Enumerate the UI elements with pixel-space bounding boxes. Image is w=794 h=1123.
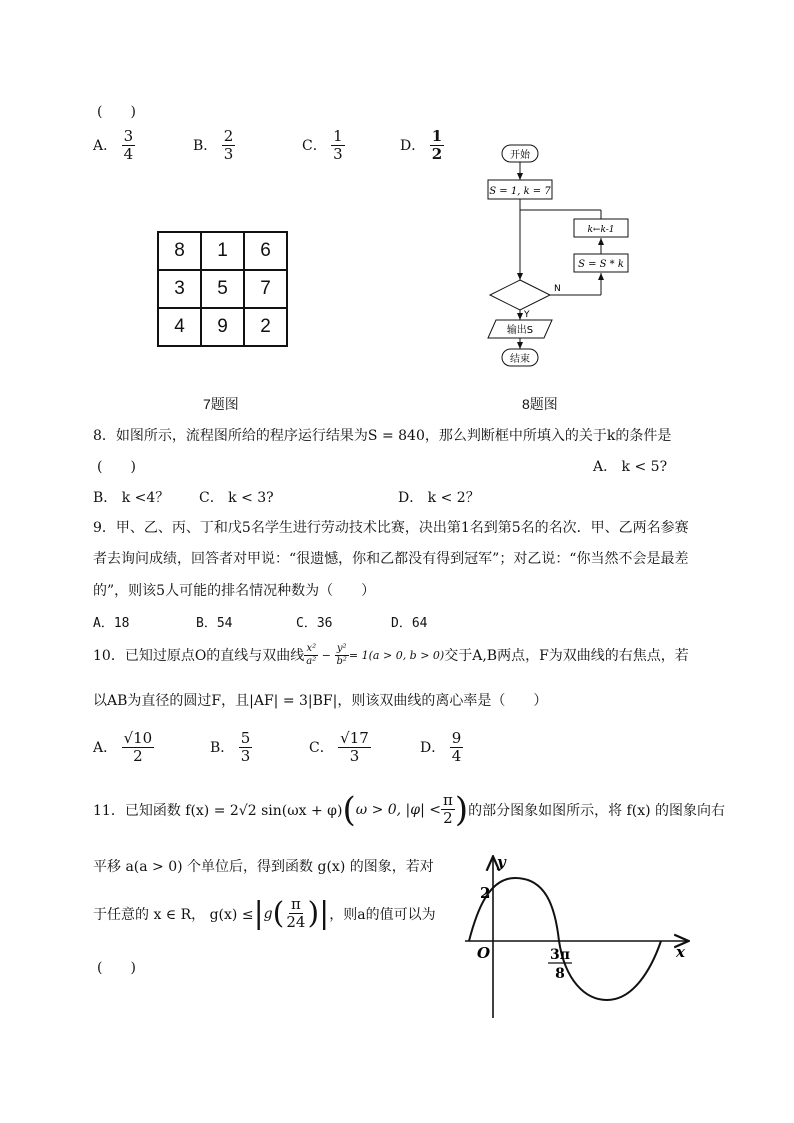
- origin-label: O: [477, 944, 491, 962]
- x-tick-denominator: 8: [555, 966, 565, 982]
- option-letter: B．: [193, 137, 218, 154]
- q7-option-d[interactable]: D． $\frac{1}{2}$: [400, 127, 443, 164]
- q9-option-b[interactable]: B．54: [196, 616, 233, 631]
- option-letter: D．: [400, 137, 426, 154]
- magic-square-grid: [157, 231, 288, 347]
- q7-blank: ( ): [97, 104, 136, 120]
- sine-graph: [455, 850, 695, 1025]
- grid-cell: 4: [158, 308, 201, 346]
- option-letter: A．: [93, 137, 118, 154]
- flow-output-label: 输出S: [506, 325, 534, 336]
- q10-option-d[interactable]: D． $\frac{9}{4}$: [420, 729, 462, 766]
- flow-no-label: N: [554, 284, 561, 294]
- q11-blank: ( ): [97, 960, 136, 976]
- y-tick-label: 2: [480, 884, 491, 902]
- flow-start-label: 开始: [510, 150, 530, 161]
- q8-option-d[interactable]: D． k < 2？: [398, 490, 480, 506]
- x-tick-numerator: 3π: [550, 947, 570, 963]
- q9-line2: 者去询问成绩，回答者对甲说：“很遗憾，你和乙都没有得到冠军”；对乙说：“你当然不会是最差: [93, 551, 689, 567]
- flow-init-label: S = 1, k = 7: [489, 186, 551, 197]
- figure7-caption: 7题图: [203, 396, 239, 412]
- grid-cell: 9: [201, 308, 244, 346]
- q11-line2: 平移 a(a > 0) 个单位后，得到函数 g(x) 的图象，若对: [93, 859, 434, 875]
- q10-option-b[interactable]: B． $\frac{5}{3}$: [210, 729, 251, 766]
- q8-option-b[interactable]: B． k <4？: [93, 490, 170, 506]
- q9-option-a[interactable]: A．18: [93, 616, 130, 631]
- option-letter: C．: [302, 137, 327, 154]
- flow-yes-label: Y: [524, 310, 530, 320]
- q10-option-a[interactable]: A． $\frac{√10}{2}$: [93, 729, 153, 766]
- q11-line1: 11．已知函数 f(x) = 2√2 sin(ωx + φ) ( ω > 0, |φ| < $\frac{\pi}{2}$ ) 的部分图象如图所示，将 f(x) 的图象向右: [93, 789, 726, 830]
- figure8-caption: 8题图: [522, 396, 558, 412]
- grid-cell: 5: [201, 270, 244, 308]
- q10-option-c[interactable]: C． $\frac{√17}{3}$: [309, 729, 369, 766]
- q8-option-c[interactable]: C． k < 3?: [199, 490, 274, 506]
- y-axis-label: y: [497, 853, 506, 871]
- sine-curve: [469, 878, 661, 1000]
- q7-option-b[interactable]: B． $\frac{2}{3}$: [193, 127, 234, 164]
- q7-option-a[interactable]: A． $\frac{3}{4}$: [93, 127, 134, 164]
- flow-end-label: 结束: [510, 354, 530, 365]
- q8-blank: ( ): [97, 459, 136, 475]
- flow-decrement-label: k←k-1: [587, 225, 615, 235]
- q9-line3: 的”，则该5人可能的排名情况种数为（ ）: [93, 583, 376, 599]
- grid-cell: 2: [244, 308, 287, 346]
- q7-option-c[interactable]: C． $\frac{1}{3}$: [302, 127, 343, 164]
- flowchart-diagram: [480, 140, 650, 372]
- q10-line1: 10．已知过原点O的直线与双曲线 $\frac{\text{x²}}{\text{a²}}$ − $\frac{\text{y²}}{\text{b²}}$ = 1(a > 0, b > 0) 交于A,B两点，F为双曲线的右焦点，若: [93, 643, 689, 667]
- flow-multiply-label: S = S * k: [578, 259, 624, 270]
- q9-line1: 9．甲、乙、丙、丁和戊5名学生进行劳动技术比赛，决出第1名到第5名的名次．甲、乙两名参赛: [93, 520, 689, 536]
- x-axis-label: x: [676, 943, 685, 961]
- grid-cell: 8: [158, 232, 201, 270]
- q8-option-a[interactable]: A． k < 5?: [593, 459, 668, 475]
- flow-decision-diamond: [490, 280, 550, 310]
- grid-cell: 1: [201, 232, 244, 270]
- grid-cell: 3: [158, 270, 201, 308]
- q10-line2: 以AB为直径的圆过F，且|AF| = 3|BF|，则该双曲线的离心率是（ ）: [93, 693, 548, 709]
- grid-cell: 7: [244, 270, 287, 308]
- q11-line3: 于任意的 x ∈ R， g(x) ≤ | g ( $\frac{\pi}{24}$ ) | ，则a的值可以为: [93, 895, 436, 932]
- grid-cell: 6: [244, 232, 287, 270]
- q8-stem: 8．如图所示，流程图所给的程序运行结果为S = 840，那么判断框中所填入的关于k的条件是: [93, 428, 672, 444]
- q9-option-c[interactable]: C．36: [296, 616, 333, 631]
- q9-option-d[interactable]: D．64: [391, 616, 428, 631]
